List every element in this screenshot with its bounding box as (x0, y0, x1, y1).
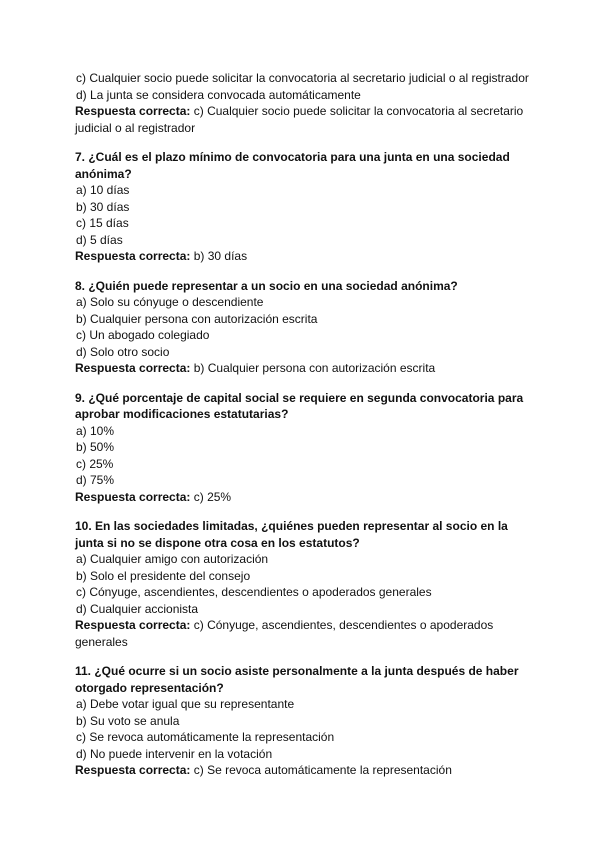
option: a) 10 días (76, 183, 130, 197)
option: c) Un abogado colegiado (76, 328, 210, 342)
answer-label: Respuesta correcta: (75, 618, 191, 632)
option: d) No puede intervenir en la votación (76, 746, 273, 761)
option: a) Cualquier amigo con autorización (76, 552, 269, 566)
question-title: 11. ¿Qué ocurre si un socio asiste personalmente a la junta después de haber otorgado representación? (75, 664, 519, 695)
option: c) Cónyuge, ascendientes, descendientes o apoderados generales (76, 585, 432, 599)
option: c) Cualquier socio puede solicitar la convocatoria al secretario judicial o al registrador (76, 71, 529, 85)
page-content (75, 70, 535, 792)
option: c) Se revoca automáticamente la representación (76, 730, 335, 744)
answer-text: c) Cónyuge, ascendientes, descendientes o apoderados generales (75, 618, 494, 649)
question-block (75, 390, 535, 506)
option: b) Cualquier persona con autorización escrita (76, 311, 318, 326)
answer-line (75, 103, 535, 136)
option: d) 75% (76, 473, 115, 487)
option: b) Solo el presidente del consejo (76, 568, 251, 583)
option: d) Solo otro socio (76, 344, 170, 359)
answer-text: c) Cualquier socio puede solicitar la convocatoria al secretario judicial o al registrador (75, 104, 524, 135)
option: c) 15 días (76, 216, 129, 230)
answer-label: Respuesta correcta: (75, 763, 191, 777)
question-title: 9. ¿Qué porcentaje de capital social se requiere en segunda convocatoria para aprobar modificaciones estatutarias? (75, 390, 524, 421)
option: b) 30 días (76, 199, 130, 214)
question-block (75, 518, 535, 650)
question-title: 7. ¿Cuál es el plazo mínimo de convocatoria para una junta en una sociedad anónima? (75, 150, 510, 181)
option: d) La junta se considera convocada automáticamente (76, 87, 361, 102)
question-title: 10. En las sociedades limitadas, ¿quiénes pueden representar al socio en la junta si no se dispone otra cosa en los estatutos? (75, 519, 508, 550)
answer-label: Respuesta correcta: (75, 104, 191, 118)
answer-text: b) Cualquier persona con autorización escrita (193, 361, 436, 375)
answer-label: Respuesta correcta: (75, 361, 191, 375)
question-block (75, 149, 535, 265)
option: a) 10% (76, 423, 115, 438)
question-title: 8. ¿Quién puede representar a un socio en una sociedad anónima? (75, 278, 458, 293)
answer-line (75, 248, 535, 265)
option: a) Debe votar igual que su representante (76, 697, 295, 711)
answer-line (75, 762, 535, 779)
answer-line (75, 617, 535, 650)
option: a) Solo su cónyuge o descendiente (76, 295, 264, 309)
question-block (75, 663, 535, 779)
answer-line (75, 489, 535, 506)
option: d) Cualquier accionista (76, 601, 199, 616)
answer-text: b) 30 días (193, 249, 248, 263)
answer-text: c) Se revoca automáticamente la representación (193, 763, 452, 777)
answer-label: Respuesta correcta: (75, 489, 191, 504)
option: c) 25% (76, 456, 114, 471)
question-continuation (75, 70, 535, 136)
answer-text: c) 25% (193, 489, 232, 504)
question-block (75, 278, 535, 377)
answer-label: Respuesta correcta: (75, 249, 191, 263)
answer-line (75, 360, 535, 377)
option: d) 5 días (76, 232, 123, 247)
option: b) 50% (76, 440, 115, 454)
option: b) Su voto se anula (76, 713, 180, 728)
